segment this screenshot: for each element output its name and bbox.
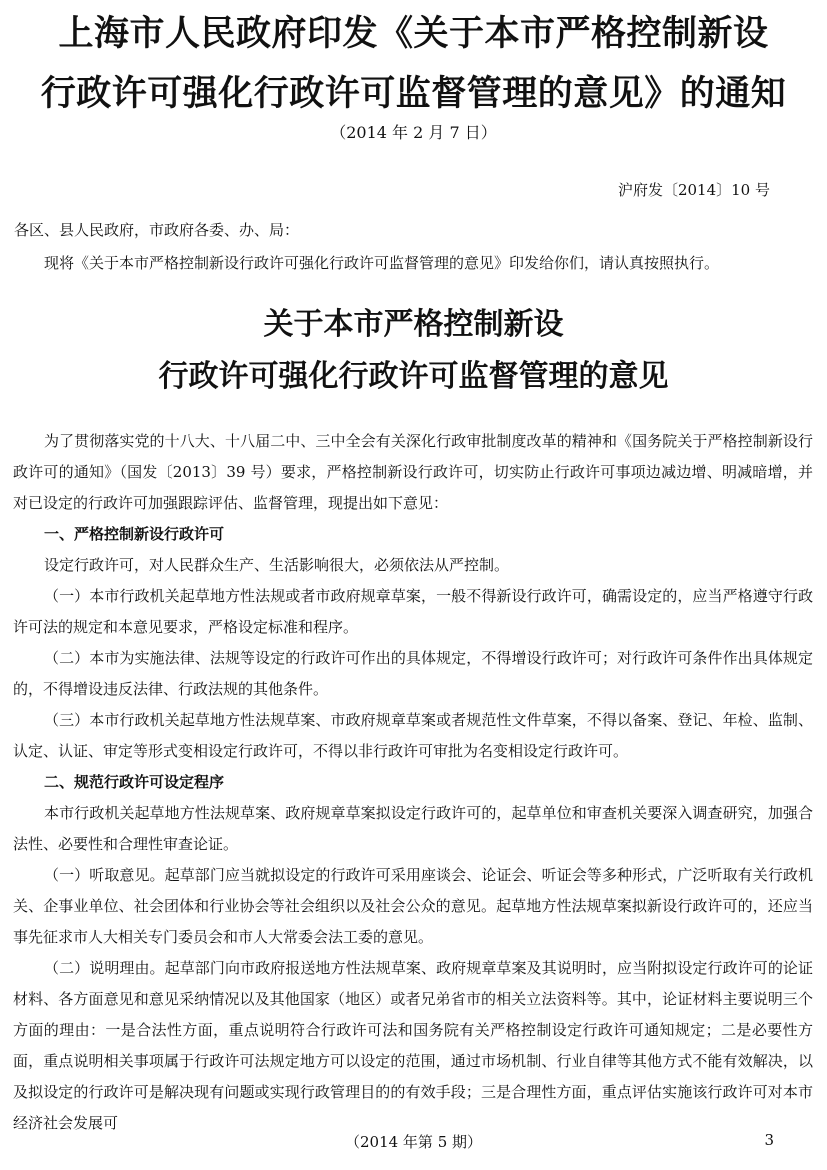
body-paragraph: （一）听取意见。起草部门应当就拟设定的行政许可采用座谈会、论证会、听证会等多种形式，广泛听取有关行政机关、企事业单位、社会团体和行业协会等社会组织以及社会公众的意见。起草地方性法规草案拟新设行政许可的，还应当事先征求市人大相关专门委员会和市人大常委会法工委的意见。 [13, 866, 813, 946]
document-number: 沪府发〔2014〕10 号 [617, 181, 770, 199]
recipient-line: 各区、县人民政府，市政府各委、办、局： [14, 221, 300, 239]
notice-title-line-1: 上海市人民政府印发《关于本市严格控制新设 [58, 14, 769, 54]
issue-footer: （2014 年第 5 期） [344, 1133, 483, 1151]
body-paragraph: （一）本市行政机关起草地方性法规或者市政府规章草案，一般不得新设行政许可，确需设定的，应当严格遵守行政许可法的规定和本意见要求，严格设定标准和程序。 [13, 587, 813, 636]
opinion-body [13, 426, 813, 1139]
body-paragraph: （二）说明理由。起草部门向市政府报送地方性法规草案、政府规章草案及其说明时，应当附拟设定行政许可的论证材料、各方面意见和意见采纳情况以及其他国家（地区）或者兄弟省市的相关立法资料等。其中，论证材料主要说明三个方面的理由：一是合法性方面，重点说明符合行政许可法和国务院有关严格控制设定行政许可通知规定；二是必要性方面，重点说明相关事项属于行政许可法规定地方可以设定的范围，通过市场机制、行业自律等其他方式不能有效解决，以及拟设定的行政许可是解决现有问题或实现行政管理目的的有效手段；三是合理性方面，重点评估实施该行政许可对本市经济社会发展可 [13, 959, 813, 1132]
page-number: 3 [764, 1131, 774, 1149]
opinion-title-line-1: 关于本市严格控制新设 [263, 307, 564, 342]
section-heading: 二、规范行政许可设定程序 [44, 773, 225, 791]
body-paragraph: 设定行政许可，对人民群众生产、生活影响很大，必须依法从严控制。 [44, 556, 510, 574]
notice-title-line-2: 行政许可强化行政许可监督管理的意见》的通知 [40, 74, 787, 114]
section-heading: 一、严格控制新设行政许可 [44, 525, 225, 543]
body-paragraph: （二）本市为实施法律、法规等设定的行政许可作出的具体规定，不得增设行政许可；对行政许可条件作出具体规定的，不得增设违反法律、行政法规的其他条件。 [13, 649, 813, 698]
issue-date: （2014 年 2 月 7 日） [330, 123, 497, 142]
body-paragraph: （三）本市行政机关起草地方性法规草案、市政府规章草案或者规范性文件草案，不得以备案、登记、年检、监制、认定、认证、审定等形式变相设定行政许可，不得以非行政许可审批为名变相设定行政许可。 [13, 711, 813, 760]
notice-text: 现将《关于本市严格控制新设行政许可强化行政许可监督管理的意见》印发给你们，请认真按照执行。 [44, 254, 720, 272]
body-paragraph: 本市行政机关起草地方性法规草案、政府规章草案拟设定行政许可的，起草单位和审查机关要深入调查研究，加强合法性、必要性和合理性审查论证。 [13, 804, 813, 853]
opinion-title-line-2: 行政许可强化行政许可监督管理的意见 [158, 359, 669, 394]
body-paragraph: 为了贯彻落实党的十八大、十八届二中、三中全会有关深化行政审批制度改革的精神和《国务院关于严格控制新设行政许可的通知》（国发〔2013〕39 号）要求，严格控制新设行政许可，切实防止行政许可事项边减边增、明减暗增，并对已设定的行政许可加强跟踪评估、监督管理，现提出如下意见： [13, 432, 813, 512]
